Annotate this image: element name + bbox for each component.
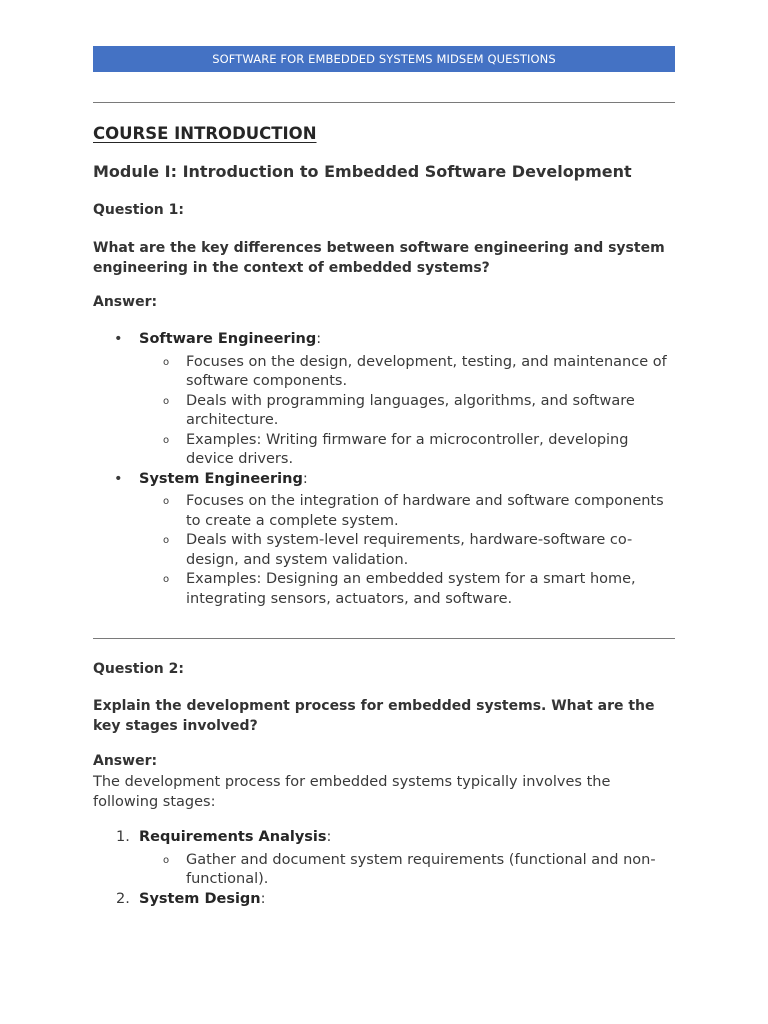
sub-item-text: Examples: Writing firmware for a microcontroller, developing device drivers.	[186, 431, 629, 467]
sub-bullet-marker: o	[163, 574, 170, 585]
sub-bullet-marker: o	[163, 356, 170, 368]
item-title: Software Engineering	[139, 331, 317, 347]
sub-item-text: Focuses on the design, development, testing, and maintenance of software components.	[186, 353, 667, 389]
bullet-marker: •	[114, 331, 123, 347]
document-header-band	[93, 46, 675, 72]
item-suffix: :	[260, 890, 266, 907]
question-2-text: Explain the development process for embedded systems. What are the key stages involved?	[93, 698, 655, 734]
sub-list-item	[139, 851, 675, 890]
sub-bullet-marker: o	[163, 535, 170, 546]
list-item	[93, 470, 675, 610]
item-title: System Engineering	[139, 470, 303, 487]
list-item	[93, 828, 675, 890]
sub-item-text: Deals with programming languages, algorithms, and software architecture.	[186, 392, 635, 428]
module-title: Module I: Introduction to Embedded Software Development	[93, 162, 632, 181]
bullet-marker: •	[114, 470, 123, 487]
sub-list-item	[139, 353, 675, 392]
item-title: Requirements Analysis	[139, 829, 327, 845]
sub-item-text: Deals with system-level requirements, hardware-software co-design, and system validation.	[186, 532, 633, 568]
sub-bullet-marker: o	[163, 496, 170, 507]
sub-list-item	[139, 531, 675, 570]
question-2-intro: The development process for embedded systems typically involves the following stages:	[93, 774, 611, 810]
sub-list	[139, 851, 675, 890]
document-header-title: SOFTWARE FOR EMBEDDED SYSTEMS MIDSEM QUESTIONS	[212, 52, 556, 66]
number-marker: 2.	[116, 890, 130, 907]
top-divider	[93, 102, 675, 103]
list-item	[93, 890, 675, 910]
section-title: COURSE INTRODUCTION	[93, 124, 317, 143]
sub-list-item	[139, 570, 675, 609]
item-suffix: :	[316, 331, 322, 347]
sub-item-text: Gather and document system requirements (functional and non-functional).	[186, 851, 656, 887]
question-2-answer-label: Answer:	[93, 753, 158, 769]
item-suffix: :	[302, 470, 308, 487]
number-marker: 1.	[116, 829, 130, 845]
sub-list-item	[139, 431, 675, 470]
question-1-text: What are the key differences between software engineering and system engineering in the context of embedded systems?	[93, 240, 665, 276]
sub-bullet-marker: o	[163, 854, 170, 866]
question-1-answer-list	[93, 330, 675, 609]
question-2-label: Question 2:	[93, 661, 184, 677]
item-title: System Design	[139, 890, 261, 907]
sub-item-text: Examples: Designing an embedded system for a smart home, integrating sensors, actuators, and software.	[186, 571, 636, 607]
list-item	[93, 330, 675, 470]
question-1-label: Question 1:	[93, 202, 184, 218]
sub-list-item	[139, 492, 675, 531]
question-divider	[93, 638, 675, 639]
sub-item-text: Focuses on the integration of hardware and software components to create a complete system.	[186, 493, 664, 529]
sub-bullet-marker: o	[163, 395, 170, 407]
sub-list	[139, 353, 675, 470]
question-2-stage-list	[93, 828, 675, 909]
sub-list	[139, 492, 675, 609]
question-1-answer-label: Answer:	[93, 294, 158, 310]
sub-list-item	[139, 392, 675, 431]
item-suffix: :	[326, 829, 332, 845]
sub-bullet-marker: o	[163, 434, 170, 446]
